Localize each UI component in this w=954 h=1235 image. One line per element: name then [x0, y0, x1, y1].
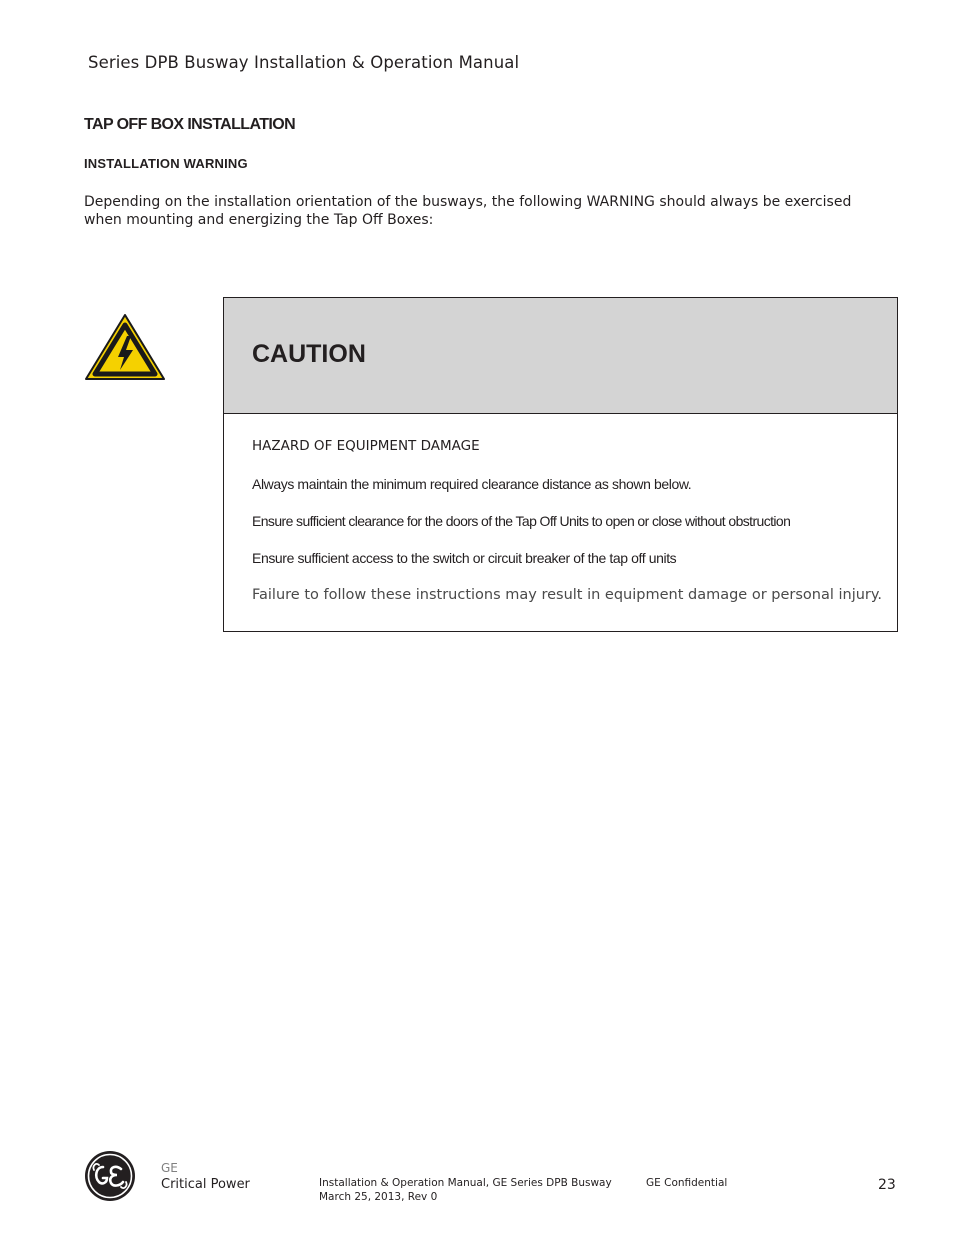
ge-logo-icon: [84, 1150, 136, 1202]
intro-paragraph: Depending on the installation orientation of the busways, the following WARNING should always be exercised when mounting and energizing the Tap Off Boxes:: [84, 194, 852, 228]
instruction-item: Always maintain the minimum required clearance distance as shown below.: [252, 476, 692, 492]
page-number: 23: [878, 1177, 896, 1193]
footer-confidential-label: GE Confidential: [646, 1177, 728, 1189]
footer-division: Critical Power: [161, 1177, 250, 1192]
footer-document-title: Installation & Operation Manual, GE Series DPB Busway: [319, 1177, 612, 1189]
instruction-item: Ensure sufficient access to the switch or circuit breaker of the tap off units: [252, 550, 677, 566]
caution-title: CAUTION: [252, 340, 366, 368]
electrical-hazard-icon: [84, 312, 166, 382]
instruction-item: Ensure sufficient clearance for the doors of the Tap Off Units to open or close without obstruction: [252, 513, 791, 529]
hazard-heading: HAZARD OF EQUIPMENT DAMAGE: [252, 438, 480, 454]
footer-document-date: March 25, 2013, Rev 0: [319, 1191, 438, 1203]
failure-note: Failure to follow these instructions may result in equipment damage or personal injury.: [252, 587, 883, 603]
footer-company: GE: [161, 1161, 178, 1175]
caution-header: [224, 298, 897, 414]
caution-box: [223, 297, 898, 632]
subsection-title: INSTALLATION WARNING: [84, 156, 248, 171]
document-header-title: Series DPB Busway Installation & Operation Manual: [88, 53, 520, 72]
section-title: TAP OFF BOX INSTALLATION: [84, 116, 296, 133]
